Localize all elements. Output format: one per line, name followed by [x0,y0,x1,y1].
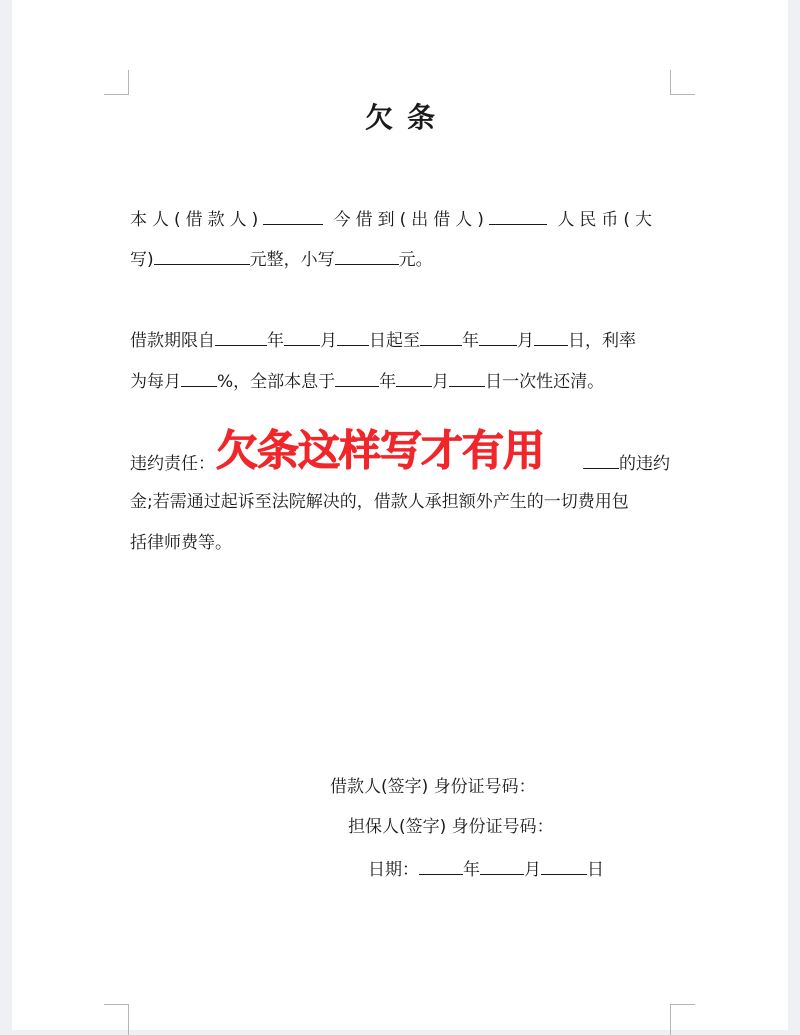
blank-amount-numeric [335,246,399,265]
blank-end-day [534,327,568,346]
para2-text-settle: 日一次性还清。 [485,372,605,392]
para1-text-end: 元。 [398,250,433,270]
blank-lender-name [489,206,547,225]
para2-text-period: 借款期限自 [130,331,215,351]
crop-mark-top-left [104,70,129,95]
para1-text-lender: 今借到(出借人) [333,210,489,230]
para1-line1 [130,206,657,232]
blank-start-year [215,327,267,346]
crop-mark-top-right [670,70,695,95]
para2-month2-label: 月 [517,331,534,351]
document-title: 欠条 [364,101,449,134]
para2-day-from-label: 日起至 [369,331,420,351]
para2-year2-label: 年 [462,331,479,351]
para1-text-capital: 写) [130,250,154,270]
para3-line2: 金;若需通过起诉至法院解决的，借款人承担额外产生的一切费用包 [130,492,629,512]
blank-end-month [479,327,517,346]
para2-month3-label: 月 [432,372,450,392]
overlay-caption: 欠条这样写才有用 [216,426,545,475]
para1-line2 [130,246,433,272]
signature-borrower: 借款人(签字) 身份证号码： [330,777,536,797]
sign-year-label: 年 [463,860,480,880]
sign-day-label: 日 [587,860,604,880]
para2-year-label: 年 [267,331,284,351]
blank-penalty [583,450,619,469]
para2-text-principal: %，全部本息于 [217,372,336,392]
blank-repay-day [449,368,485,387]
para2-line1 [130,327,636,353]
para2-day2-rate-label: 日，利率 [568,331,636,351]
para3-text-liability: 违约责任： [130,454,215,474]
blank-borrower-name [263,206,323,225]
blank-start-day [337,327,369,346]
para2-line2 [130,368,604,394]
para3-text-penalty: 的违约 [619,454,670,474]
sign-month-label: 月 [524,860,541,880]
blank-amount-capital [154,246,250,265]
para2-month-label: 月 [320,331,337,351]
blank-repay-year [335,368,379,387]
blank-repay-month [396,368,432,387]
blank-interest-rate [181,368,217,387]
blank-sign-year [419,856,463,875]
para1-text-small: 元整，小写 [249,250,335,270]
date-label: 日期： [368,860,419,880]
signature-guarantor: 担保人(签字) 身份证号码： [348,817,554,837]
blank-sign-day [541,856,587,875]
blank-sign-month [480,856,524,875]
blank-start-month [284,327,320,346]
para2-year3-label: 年 [379,372,397,392]
crop-mark-bottom-left [104,1004,129,1035]
para2-text-monthly: 为每月 [130,372,181,392]
blank-end-year [420,327,462,346]
para1-text-borrower: 本人(借款人) [130,210,264,230]
crop-mark-bottom-right [670,1004,695,1035]
signature-date [368,856,604,882]
para3-line3: 括律师费等。 [130,533,232,553]
para1-text-rmb: 人民币(大 [557,210,657,230]
